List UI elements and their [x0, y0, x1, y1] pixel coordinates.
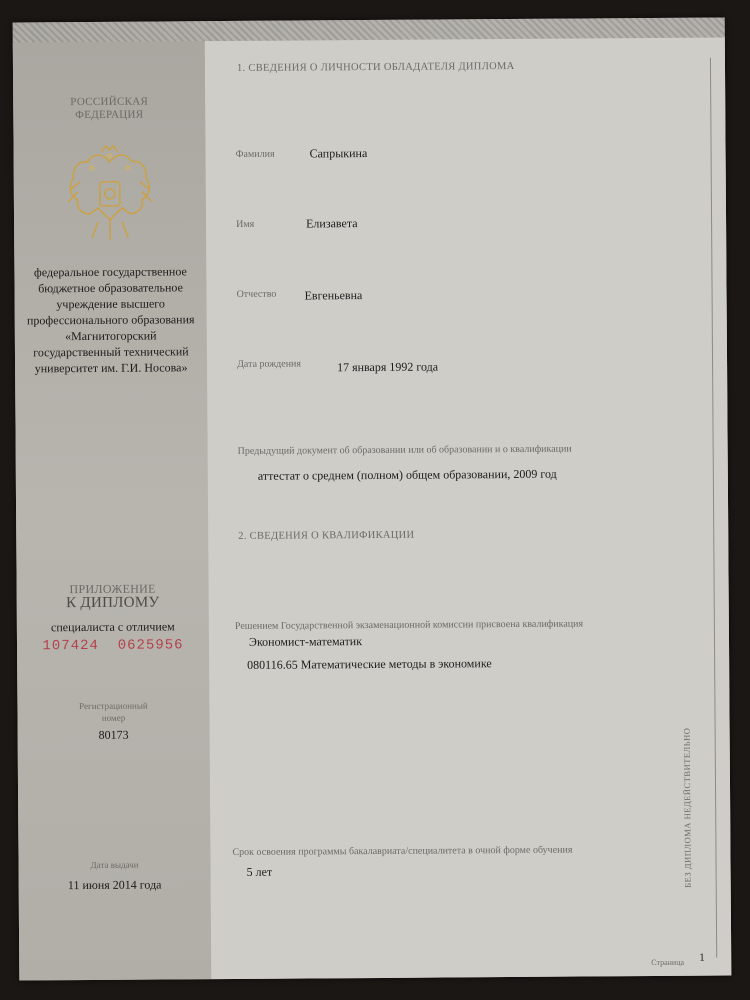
institution-line: учреждение высшего	[56, 296, 165, 312]
page-label: Страница	[651, 957, 685, 968]
double-headed-eagle-icon	[62, 141, 159, 246]
country-line1: РОССИЙСКАЯ	[70, 95, 149, 109]
patronymic-value: Евгеньевна	[304, 288, 363, 303]
institution-line: федеральное государственное	[33, 264, 187, 280]
institution-line: «Магнитогорский	[65, 328, 157, 344]
registration-label-line2: номер	[101, 712, 126, 723]
institution-name	[14, 263, 207, 376]
surname-label: Фамилия	[235, 148, 275, 160]
previous-document-label: Предыдущий документ об образовании или об образовании и о квалификации	[237, 443, 572, 457]
page-number: 1	[699, 951, 705, 964]
section1-title: 1. СВЕДЕНИЯ О ЛИЧНОСТИ ОБЛАДАТЕЛЯ ДИПЛОМА	[236, 60, 515, 74]
country-name	[13, 95, 205, 122]
term-label: Срок освоения программы бакалавриата/специалитета в очной форме обучения	[232, 844, 573, 858]
issue-date: 11 июня 2014 года	[67, 877, 162, 893]
patronymic-label: Отчество	[236, 288, 277, 300]
registration-label	[17, 699, 209, 724]
institution-line: профессионального образования	[26, 312, 195, 328]
appendix-title-line2: К ДИПЛОМУ	[65, 594, 160, 612]
appendix-title	[17, 581, 209, 610]
country-line2: ФЕДЕРАЦИЯ	[75, 108, 144, 122]
specialty-value: 080116.65 Математические методы в экономике	[247, 656, 492, 672]
vertical-note-text: БЕЗ ДИПЛОМА НЕДЕЙСТВИТЕЛЬНО	[681, 727, 693, 888]
registration-label-line1: Регистрационный	[79, 700, 148, 712]
serial-number: 107424 0625956	[42, 637, 184, 655]
section2-title: 2. СВЕДЕНИЯ О КВАЛИФИКАЦИИ	[238, 529, 415, 542]
surname-value: Сапрыкина	[309, 146, 368, 161]
diploma-appendix-page	[13, 18, 732, 981]
previous-document-value: аттестат о среднем (полном) общем образовании, 2009 год	[257, 466, 557, 483]
name-value: Елизавета	[306, 216, 358, 231]
appendix-title-line1: ПРИЛОЖЕНИЕ	[69, 581, 156, 597]
birth-date-value: 17 января 1992 года	[337, 359, 439, 375]
vertical-note	[681, 658, 697, 888]
issue-date-label: Дата выдачи	[90, 859, 139, 870]
qualification-value: Экономист-математик	[248, 634, 363, 649]
registration-number: 80173	[98, 727, 129, 742]
term-value: 5 лет	[246, 864, 273, 879]
diploma-type: специалиста с отличием	[50, 619, 175, 635]
commission-label: Решением Государственной экзаменационной комиссии присвоена квалификация	[234, 618, 584, 632]
right-panel	[205, 38, 732, 980]
name-label: Имя	[236, 218, 255, 230]
institution-line: университет им. Г.И. Носова»	[34, 360, 188, 376]
left-panel	[13, 41, 212, 980]
institution-line: бюджетное образовательное	[38, 280, 183, 296]
institution-line: государственный технический	[33, 344, 189, 360]
birth-date-label: Дата рождения	[237, 358, 302, 370]
